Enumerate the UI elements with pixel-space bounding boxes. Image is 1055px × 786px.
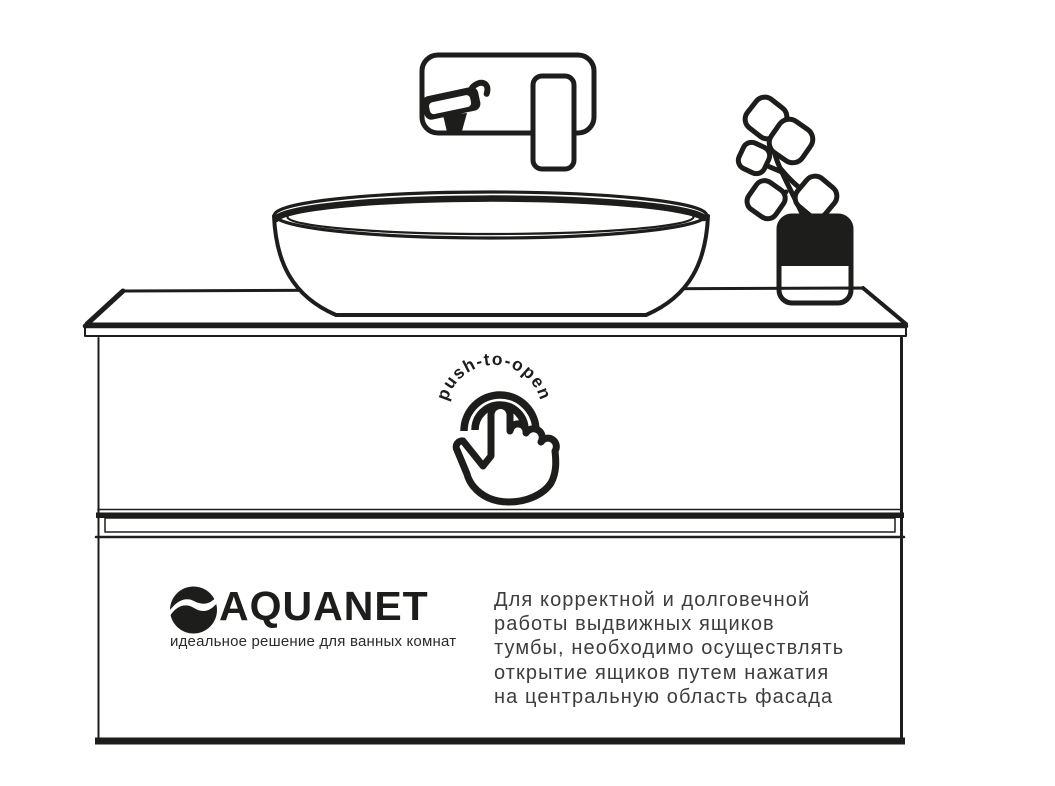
push-to-open-label: push-to-open (432, 348, 556, 403)
potted-plant-icon (735, 93, 851, 303)
logo-circle (170, 587, 217, 634)
brand-tagline: идеальное решение для ванных комнат (170, 633, 457, 650)
instruction-line: открытие ящиков путем нажатия (494, 661, 830, 684)
instruction-text (494, 588, 894, 709)
instruction-line: работы выдвижных ящиков (494, 613, 775, 636)
plant-leaf (743, 177, 789, 223)
aquanet-logo-icon (170, 587, 217, 634)
groove-channel (105, 518, 895, 532)
instruction-line: Для корректной и долговечной (494, 589, 811, 611)
vessel-sink-icon (274, 192, 708, 315)
plant-leaves (735, 93, 841, 223)
plant-pot-upper (779, 216, 851, 266)
wall-faucet-icon (421, 55, 594, 169)
instruction-line: тумбы, необходимо осуществлять (494, 637, 845, 660)
brand-name: AQUANET (219, 583, 429, 629)
faucet-spout (533, 76, 574, 169)
groove-shadow-band (96, 513, 904, 519)
instruction-line: на центральную область фасада (494, 685, 834, 708)
